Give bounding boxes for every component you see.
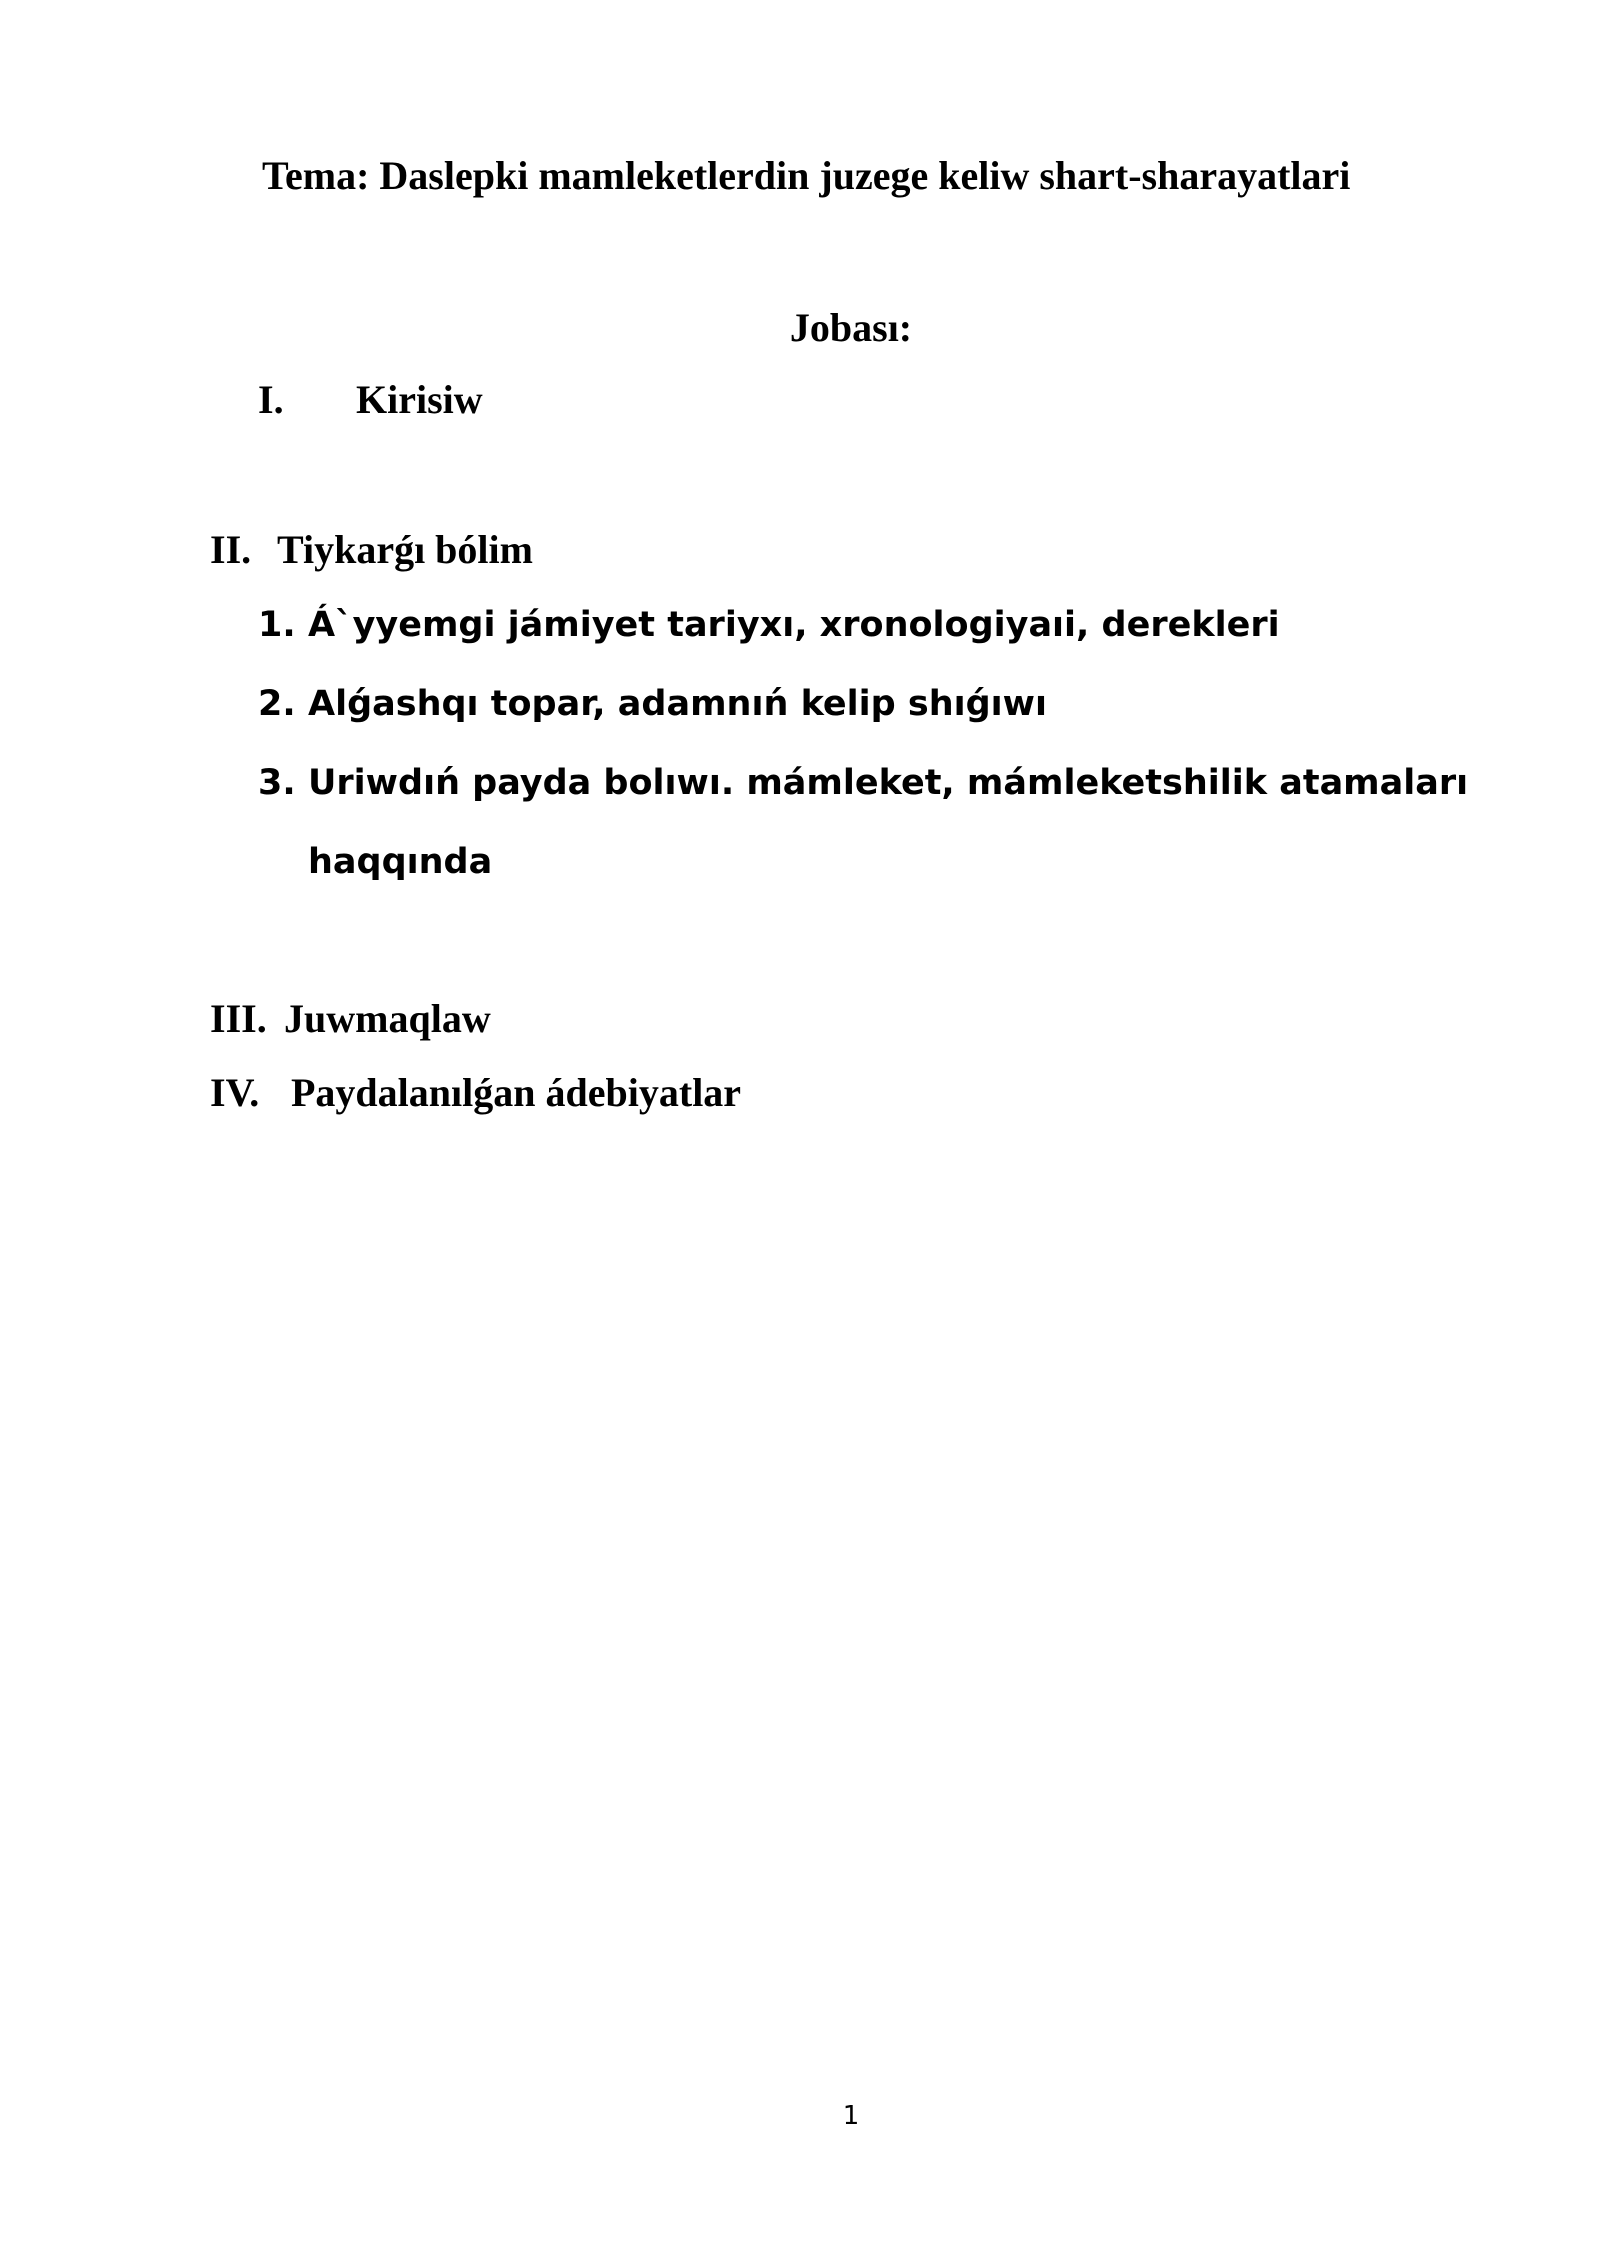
section-label: Paydalanılǵan ádebiyatlar: [291, 1070, 742, 1115]
document-title: Tema: Daslepki mamleketlerdin juzege keliw shart-sharayatlari: [262, 153, 1351, 198]
subsection-label: Alǵashqı topar, adamnıń kelip shıǵıwı: [308, 684, 1047, 724]
plan-heading: Jobası:: [789, 305, 913, 350]
subsection-number: 3.: [258, 763, 296, 803]
section-label: Tiykarǵı bólim: [277, 527, 533, 572]
section-label: Kirisiw: [356, 377, 483, 422]
page-number: 1: [842, 2101, 860, 2131]
subsection-number: 2.: [258, 684, 296, 724]
section-label: Juwmaqlaw: [284, 996, 491, 1041]
section-number: III.: [210, 996, 267, 1041]
subsection-label: Uriwdıń payda bolıwı. mámleket, mámleketshilik atamaları: [308, 763, 1469, 803]
subsection-label: Á`yyemgi jámiyet tariyxı, xronologiyaıi, derekleri: [308, 605, 1280, 645]
section-number: IV.: [210, 1070, 260, 1115]
subsection-label-continuation: haqqında: [308, 842, 493, 882]
section-number: II.: [210, 527, 252, 572]
section-number: I.: [258, 377, 284, 422]
subsection-number: 1.: [258, 605, 296, 645]
